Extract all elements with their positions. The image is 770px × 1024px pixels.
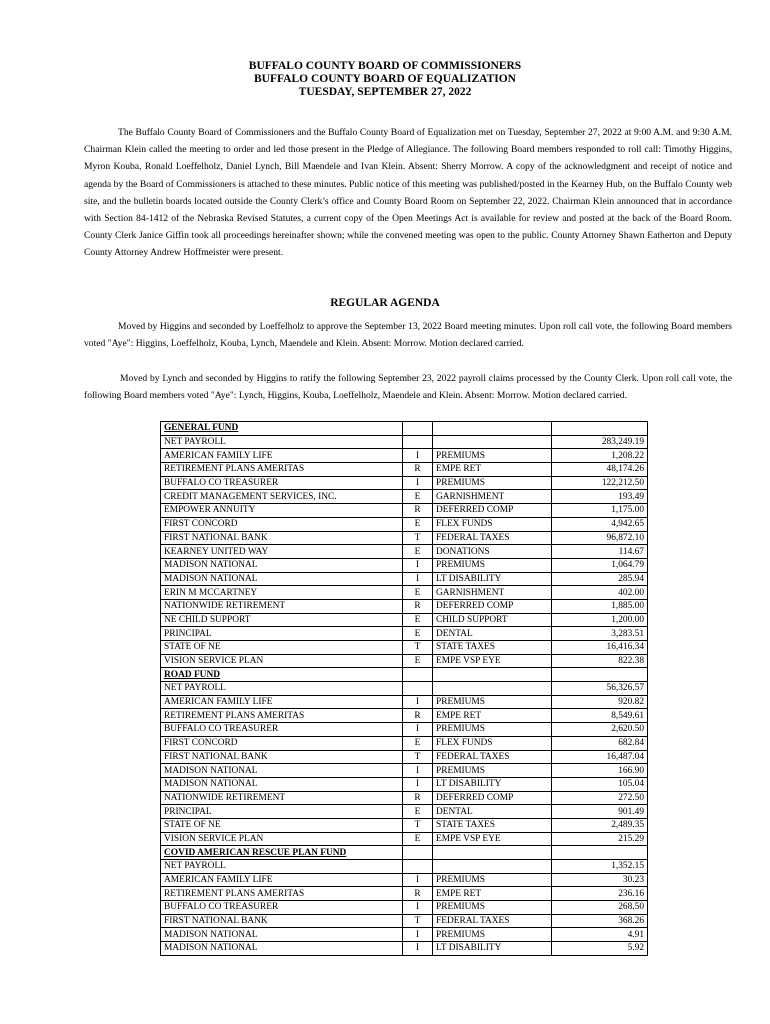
table-row (161, 545, 648, 559)
section-heading: REGULAR AGENDA (330, 297, 440, 309)
table-row (161, 435, 648, 449)
fund-title: ROAD FUND (164, 669, 220, 680)
code-cell: E (403, 654, 433, 668)
description-cell: EMPE VSP EYE (433, 654, 552, 668)
code-cell (403, 422, 433, 436)
description-cell (433, 435, 552, 449)
amount-cell: 272.50 (552, 791, 648, 805)
description-cell: PREMIUMS (433, 928, 552, 942)
code-cell: T (403, 641, 433, 655)
description-cell: PREMIUMS (433, 764, 552, 778)
amount-cell (552, 422, 648, 436)
motion-minutes-text: Moved by Higgins and seconded by Loeffelholz to approve the September 13, 2022 Board meeting minutes. Upon roll call vote, the following Board members voted "Aye": Higgins, Loeffelholz, Kouba, Lynch, Maendele and Klein. Absent: Morrow. Motion declared carried. (84, 321, 732, 350)
vendor-cell: BUFFALO CO TREASURER (161, 901, 403, 915)
vendor-cell (161, 422, 403, 436)
description-cell (433, 846, 552, 860)
description-cell: STATE TAXES (433, 641, 552, 655)
table-row (161, 463, 648, 477)
code-cell: T (403, 531, 433, 545)
payroll-claims-body (161, 422, 648, 956)
table-row (161, 791, 648, 805)
vendor-cell: AMERICAN FAMILY LIFE (161, 695, 403, 709)
amount-cell: 193.49 (552, 490, 648, 504)
motion-payroll-text: Moved by Lynch and seconded by Higgins to ratify the following September 23, 2022 payroll claims processed by the County Clerk. Upon roll call vote, the following Board members voted "Aye": Lynch, Higgins, Kouba, Loeffelholz, Maendele and Klein. Absent: Morrow. Motion declared carried. (84, 373, 732, 402)
code-cell: T (403, 914, 433, 928)
code-cell: T (403, 818, 433, 832)
vendor-cell: VISION SERVICE PLAN (161, 832, 403, 846)
code-cell: E (403, 545, 433, 559)
code-cell: I (403, 558, 433, 572)
fund-title: COVID AMERICAN RESCUE PLAN FUND (164, 847, 347, 858)
vendor-cell: MADISON NATIONAL (161, 942, 403, 956)
amount-cell: 1,175.00 (552, 504, 648, 518)
code-cell: I (403, 777, 433, 791)
vendor-cell: NET PAYROLL (161, 682, 403, 696)
description-cell: DONATIONS (433, 545, 552, 559)
vendor-cell: FIRST NATIONAL BANK (161, 914, 403, 928)
code-cell: I (403, 723, 433, 737)
table-row (161, 832, 648, 846)
code-cell: I (403, 449, 433, 463)
vendor-cell: RETIREMENT PLANS AMERITAS (161, 709, 403, 723)
amount-cell: 1,208.22 (552, 449, 648, 463)
vendor-cell: BUFFALO CO TREASURER (161, 476, 403, 490)
vendor-cell: MADISON NATIONAL (161, 572, 403, 586)
amount-cell: 56,326.57 (552, 682, 648, 696)
vendor-cell: RETIREMENT PLANS AMERITAS (161, 463, 403, 477)
amount-cell: 122,212.50 (552, 476, 648, 490)
amount-cell: 96,872.10 (552, 531, 648, 545)
title-line-2: BUFFALO COUNTY BOARD OF EQUALIZATION (254, 73, 516, 85)
amount-cell: 215.29 (552, 832, 648, 846)
vendor-cell: MADISON NATIONAL (161, 558, 403, 572)
description-cell: PREMIUMS (433, 695, 552, 709)
description-cell (433, 860, 552, 874)
description-cell: FLEX FUNDS (433, 736, 552, 750)
description-cell: STATE TAXES (433, 818, 552, 832)
description-cell: LT DISABILITY (433, 777, 552, 791)
description-cell: FEDERAL TAXES (433, 914, 552, 928)
description-cell (433, 422, 552, 436)
table-row (161, 613, 648, 627)
amount-cell: 268.50 (552, 901, 648, 915)
description-cell (433, 668, 552, 682)
table-row (161, 887, 648, 901)
table-row (161, 586, 648, 600)
table-row (161, 750, 648, 764)
amount-cell: 48,174.26 (552, 463, 648, 477)
vendor-cell (161, 668, 403, 682)
amount-cell: 5.92 (552, 942, 648, 956)
code-cell: I (403, 572, 433, 586)
description-cell: PREMIUMS (433, 558, 552, 572)
vendor-cell (161, 846, 403, 860)
amount-cell: 682.84 (552, 736, 648, 750)
code-cell: I (403, 695, 433, 709)
vendor-cell: AMERICAN FAMILY LIFE (161, 449, 403, 463)
table-row (161, 736, 648, 750)
code-cell (403, 860, 433, 874)
code-cell: R (403, 504, 433, 518)
description-cell: FLEX FUNDS (433, 517, 552, 531)
vendor-cell: KEARNEY UNITED WAY (161, 545, 403, 559)
vendor-cell: FIRST NATIONAL BANK (161, 531, 403, 545)
fund-header-row (161, 846, 648, 860)
description-cell: LT DISABILITY (433, 572, 552, 586)
description-cell: GARNISHMENT (433, 586, 552, 600)
description-cell: PREMIUMS (433, 476, 552, 490)
title-line-1: BUFFALO COUNTY BOARD OF COMMISSIONERS (248, 60, 522, 72)
fund-header-row (161, 422, 648, 436)
description-cell: DENTAL (433, 805, 552, 819)
table-row (161, 764, 648, 778)
motion-payroll-paragraph (84, 370, 732, 404)
code-cell: E (403, 832, 433, 846)
vendor-cell: STATE OF NE (161, 818, 403, 832)
code-cell: R (403, 599, 433, 613)
table-row (161, 928, 648, 942)
amount-cell: 285.94 (552, 572, 648, 586)
table-row (161, 654, 648, 668)
table-row (161, 531, 648, 545)
vendor-cell: BUFFALO CO TREASURER (161, 723, 403, 737)
amount-cell: 368.26 (552, 914, 648, 928)
vendor-cell: NE CHILD SUPPORT (161, 613, 403, 627)
vendor-cell: NET PAYROLL (161, 435, 403, 449)
amount-cell: 3,283.51 (552, 627, 648, 641)
code-cell: I (403, 873, 433, 887)
table-row (161, 914, 648, 928)
vendor-cell: MADISON NATIONAL (161, 928, 403, 942)
amount-cell: 4.91 (552, 928, 648, 942)
description-cell: PREMIUMS (433, 449, 552, 463)
code-cell: R (403, 709, 433, 723)
vendor-cell: VISION SERVICE PLAN (161, 654, 403, 668)
table-row (161, 504, 648, 518)
table-row (161, 490, 648, 504)
description-cell (433, 682, 552, 696)
vendor-cell: STATE OF NE (161, 641, 403, 655)
description-cell: EMPE VSP EYE (433, 832, 552, 846)
amount-cell: 822.38 (552, 654, 648, 668)
intro-text: The Buffalo County Board of Commissioners and the Buffalo County Board of Equalization met on Tuesday, September 27, 2022 at 9:00 A.M. and 9:30 A.M. Chairman Klein called the meeting to order and led those present in the Pledge of Allegiance. The following Board members responded to roll call: Timothy Higgins, Myron Kouba, Ronald Loeffelholz, Daniel Lynch, Bill Maendele and Ivan Klein. Absent: Sherry Morrow. A copy of the acknowledgment and receipt of notice and agenda by the Board of Commissioners is attached to these minutes. Public notice of this meeting was published/posted in the Kearney Hub, on the Buffalo County web site, and the bulletin boards located outside the County Clerk’s office and County Board Room on September 22, 2022. Chairman Klein announced that in accordance with Section 84-1412 of the Nebraska Revised Statutes, a current copy of the Open Meetings Act is available for review and posted at the back of the Board Room. County Clerk Janice Giffin took all proceedings hereinafter shown; while the convened meeting was open to the public. County Attorney Shawn Eatherton and Deputy County Attorney Andrew Hoffmeister were present. (84, 127, 732, 259)
description-cell: EMPE RET (433, 463, 552, 477)
description-cell: DEFERRED COMP (433, 599, 552, 613)
code-cell (403, 682, 433, 696)
table-row (161, 873, 648, 887)
amount-cell: 16,416.34 (552, 641, 648, 655)
amount-cell: 920.82 (552, 695, 648, 709)
code-cell: R (403, 791, 433, 805)
vendor-cell: ERIN M MCCARTNEY (161, 586, 403, 600)
code-cell: R (403, 463, 433, 477)
code-cell: I (403, 942, 433, 956)
amount-cell: 30.23 (552, 873, 648, 887)
description-cell: EMPE RET (433, 709, 552, 723)
amount-cell: 402.00 (552, 586, 648, 600)
vendor-cell: MADISON NATIONAL (161, 764, 403, 778)
code-cell (403, 435, 433, 449)
amount-cell: 2,489.35 (552, 818, 648, 832)
table-row (161, 818, 648, 832)
vendor-cell: MADISON NATIONAL (161, 777, 403, 791)
title-line-3: TUESDAY, SEPTEMBER 27, 2022 (298, 86, 472, 98)
fund-header-row (161, 668, 648, 682)
code-cell: E (403, 490, 433, 504)
vendor-cell: PRINCIPAL (161, 627, 403, 641)
vendor-cell: NATIONWIDE RETIREMENT (161, 791, 403, 805)
table-row (161, 627, 648, 641)
description-cell: CHILD SUPPORT (433, 613, 552, 627)
amount-cell: 283,249.19 (552, 435, 648, 449)
amount-cell (552, 668, 648, 682)
amount-cell: 1,064.79 (552, 558, 648, 572)
description-cell: PREMIUMS (433, 873, 552, 887)
description-cell: FEDERAL TAXES (433, 750, 552, 764)
code-cell: R (403, 887, 433, 901)
code-cell: I (403, 764, 433, 778)
table-row (161, 723, 648, 737)
amount-cell: 16,487.04 (552, 750, 648, 764)
amount-cell: 114.67 (552, 545, 648, 559)
amount-cell: 1,200.00 (552, 613, 648, 627)
vendor-cell: NATIONWIDE RETIREMENT (161, 599, 403, 613)
table-row (161, 476, 648, 490)
code-cell: E (403, 613, 433, 627)
vendor-cell: AMERICAN FAMILY LIFE (161, 873, 403, 887)
description-cell: DEFERRED COMP (433, 791, 552, 805)
description-cell: EMPE RET (433, 887, 552, 901)
amount-cell: 8,549.61 (552, 709, 648, 723)
amount-cell: 901.49 (552, 805, 648, 819)
vendor-cell: FIRST CONCORD (161, 517, 403, 531)
table-row (161, 695, 648, 709)
code-cell: E (403, 627, 433, 641)
description-cell: FEDERAL TAXES (433, 531, 552, 545)
vendor-cell: PRINCIPAL (161, 805, 403, 819)
code-cell (403, 668, 433, 682)
code-cell (403, 846, 433, 860)
vendor-cell: NET PAYROLL (161, 860, 403, 874)
table-row (161, 777, 648, 791)
code-cell: E (403, 517, 433, 531)
table-row (161, 805, 648, 819)
code-cell: E (403, 586, 433, 600)
table-row (161, 682, 648, 696)
code-cell: I (403, 901, 433, 915)
amount-cell: 2,620.50 (552, 723, 648, 737)
table-row (161, 942, 648, 956)
code-cell: E (403, 805, 433, 819)
table-row (161, 572, 648, 586)
table-row (161, 599, 648, 613)
description-cell: PREMIUMS (433, 723, 552, 737)
fund-title: GENERAL FUND (164, 423, 239, 434)
amount-cell: 166.90 (552, 764, 648, 778)
vendor-cell: RETIREMENT PLANS AMERITAS (161, 887, 403, 901)
description-cell: PREMIUMS (433, 901, 552, 915)
table-row (161, 860, 648, 874)
table-row (161, 709, 648, 723)
vendor-cell: CREDIT MANAGEMENT SERVICES, INC. (161, 490, 403, 504)
code-cell: I (403, 476, 433, 490)
amount-cell (552, 846, 648, 860)
amount-cell: 4,942.65 (552, 517, 648, 531)
motion-minutes-paragraph (84, 318, 732, 352)
amount-cell: 1,352.15 (552, 860, 648, 874)
code-cell: T (403, 750, 433, 764)
vendor-cell: FIRST NATIONAL BANK (161, 750, 403, 764)
description-cell: DENTAL (433, 627, 552, 641)
vendor-cell: EMPOWER ANNUITY (161, 504, 403, 518)
payroll-claims-table (160, 421, 648, 956)
description-cell: DEFERRED COMP (433, 504, 552, 518)
table-row (161, 641, 648, 655)
code-cell: E (403, 736, 433, 750)
table-row (161, 517, 648, 531)
intro-paragraph (84, 124, 732, 262)
table-row (161, 901, 648, 915)
vendor-cell: FIRST CONCORD (161, 736, 403, 750)
amount-cell: 1,885.00 (552, 599, 648, 613)
table-row (161, 558, 648, 572)
description-cell: LT DISABILITY (433, 942, 552, 956)
table-row (161, 449, 648, 463)
amount-cell: 105.04 (552, 777, 648, 791)
code-cell: I (403, 928, 433, 942)
amount-cell: 236.16 (552, 887, 648, 901)
description-cell: GARNISHMENT (433, 490, 552, 504)
